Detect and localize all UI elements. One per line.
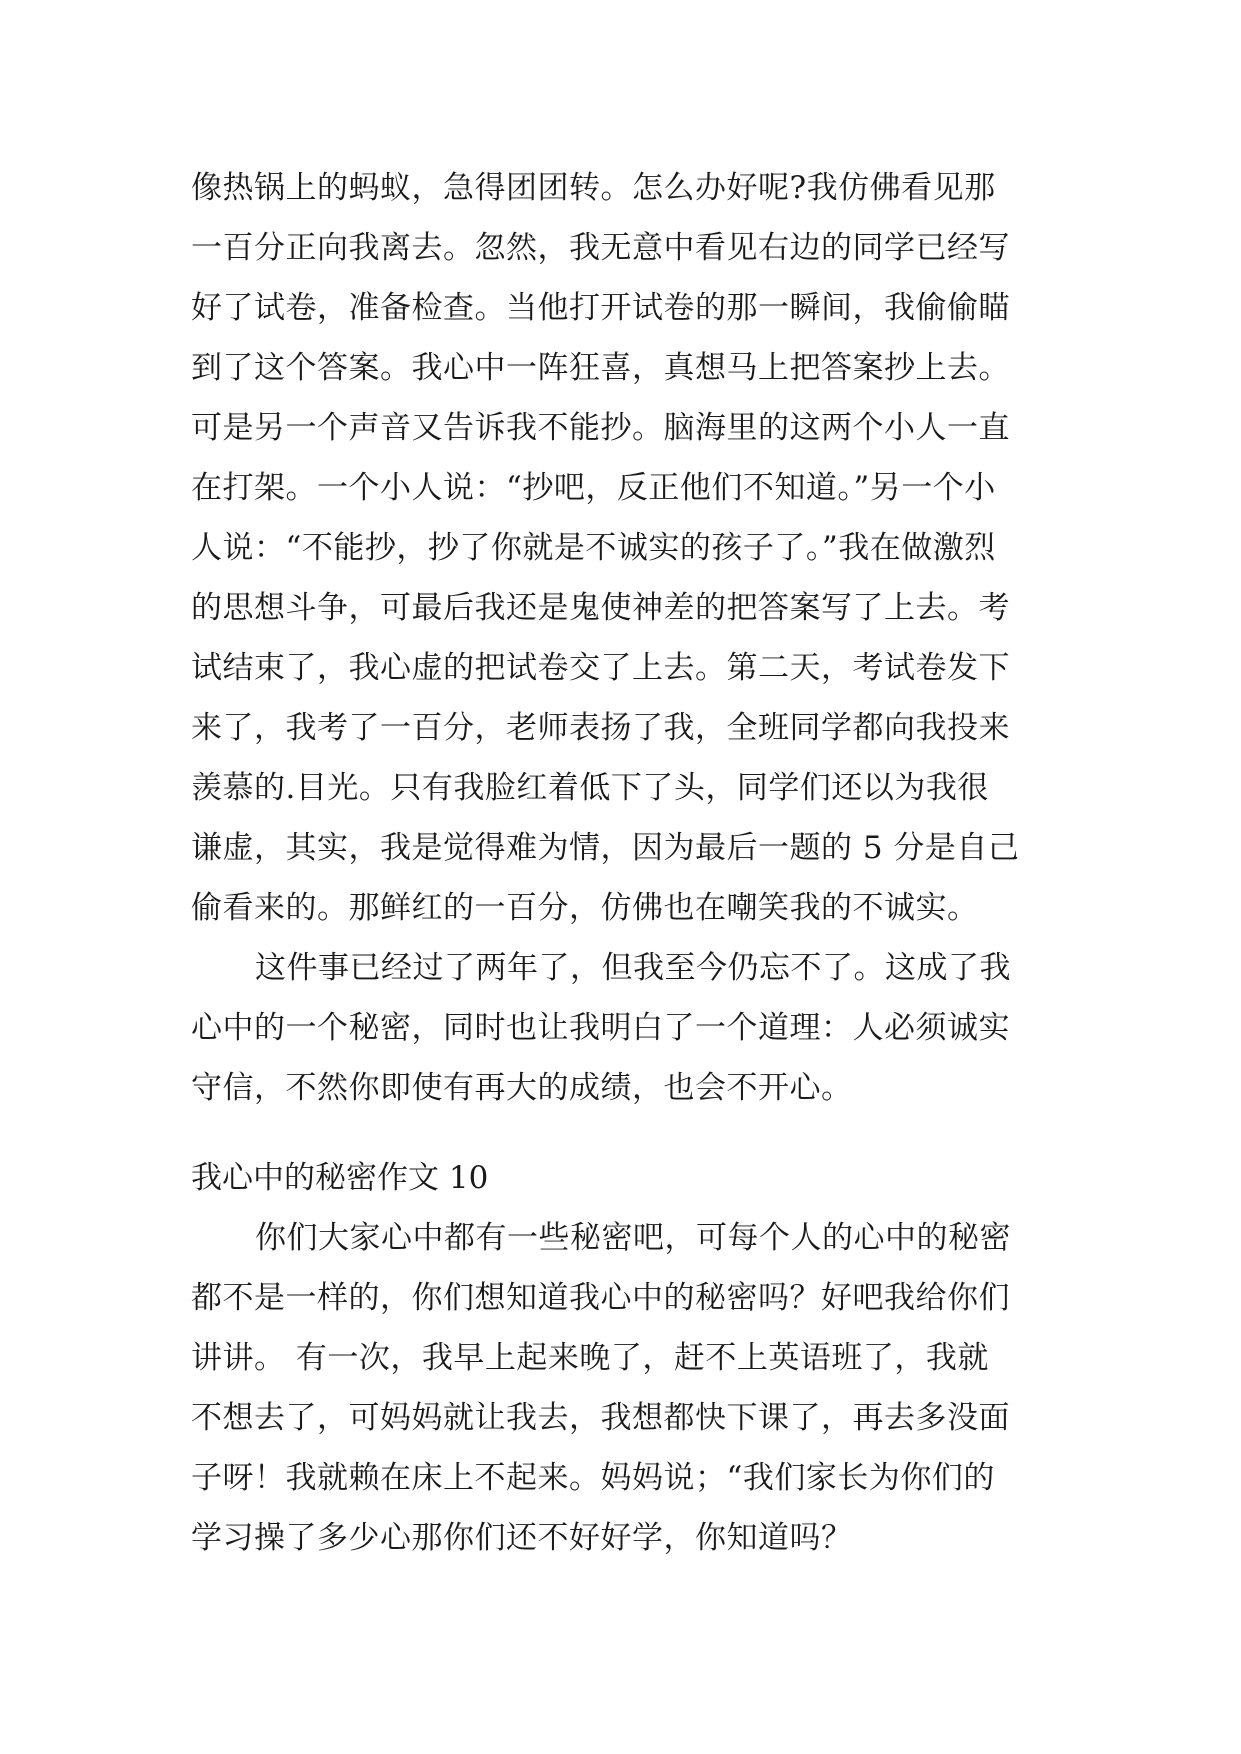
text-line: 到了这个答案。我心中一阵狂喜，真想马上把答案抄上去。: [191, 350, 1010, 386]
text-line: 人说：“不能抄，抄了你就是不诚实的孩子了。”我在做激烈: [191, 530, 996, 566]
text-line: 像热锅上的蚂蚁，急得团团转。怎么办好呢?我仿佛看见那: [191, 170, 996, 206]
text-line: 羡慕的.目光。只有我脸红着低下了头，同学们还以为我很: [191, 770, 989, 806]
text-line: 讲讲。 有一次，我早上起来晚了，赶不上英语班了，我就: [191, 1340, 989, 1376]
text-line: 来了，我考了一百分，老师表扬了我，全班同学都向我投来: [191, 710, 1010, 746]
text-line: 谦虚，其实，我是觉得难为情，因为最后一题的 5 分是自己: [191, 830, 1020, 866]
text-line: 可是另一个声音又告诉我不能抄。脑海里的这两个小人一直: [191, 410, 1010, 446]
text-line: 的思想斗争，可最后我还是鬼使神差的把答案写了上去。考: [191, 590, 1010, 626]
text-line: 都不是一样的，你们想知道我心中的秘密吗？好吧我给你们: [191, 1280, 1010, 1316]
text-line: 子呀！我就赖在床上不起来。妈妈说；“我们家长为你们的: [191, 1460, 995, 1496]
text-line: 试结束了，我心虚的把试卷交了上去。第二天，考试卷发下: [191, 650, 1010, 686]
text-line: 心中的一个秘密，同时也让我明白了一个道理：人必须诚实: [191, 1010, 1010, 1046]
text-line: 好了试卷，准备检查。当他打开试卷的那一瞬间，我偷偷瞄: [191, 290, 1010, 326]
text-line: 一百分正向我离去。忽然，我无意中看见右边的同学已经写: [191, 230, 1010, 266]
essay-10: [191, 1148, 1071, 1568]
text-line: 这件事已经过了两年了，但我至今仍忘不了。这成了我: [255, 950, 1011, 986]
text-line: 守信，不然你即使有再大的成绩，也会不开心。: [191, 1070, 853, 1106]
text-line: 偷看来的。那鲜红的一百分，仿佛也在嘲笑我的不诚实。: [191, 890, 979, 926]
text-line: 你们大家心中都有一些秘密吧，可每个人的心中的秘密: [255, 1220, 1011, 1256]
essay-continuation: [191, 158, 1071, 1118]
text-line: 在打架。一个小人说：“抄吧，反正他们不知道。”另一个小: [191, 470, 996, 506]
essay-title: 我心中的秘密作文 10: [191, 1160, 489, 1196]
text-line: 学习操了多少心那你们还不好好学，你知道吗？: [191, 1520, 853, 1556]
text-line: 不想去了，可妈妈就让我去，我想都快下课了，再去多没面: [191, 1400, 1010, 1436]
